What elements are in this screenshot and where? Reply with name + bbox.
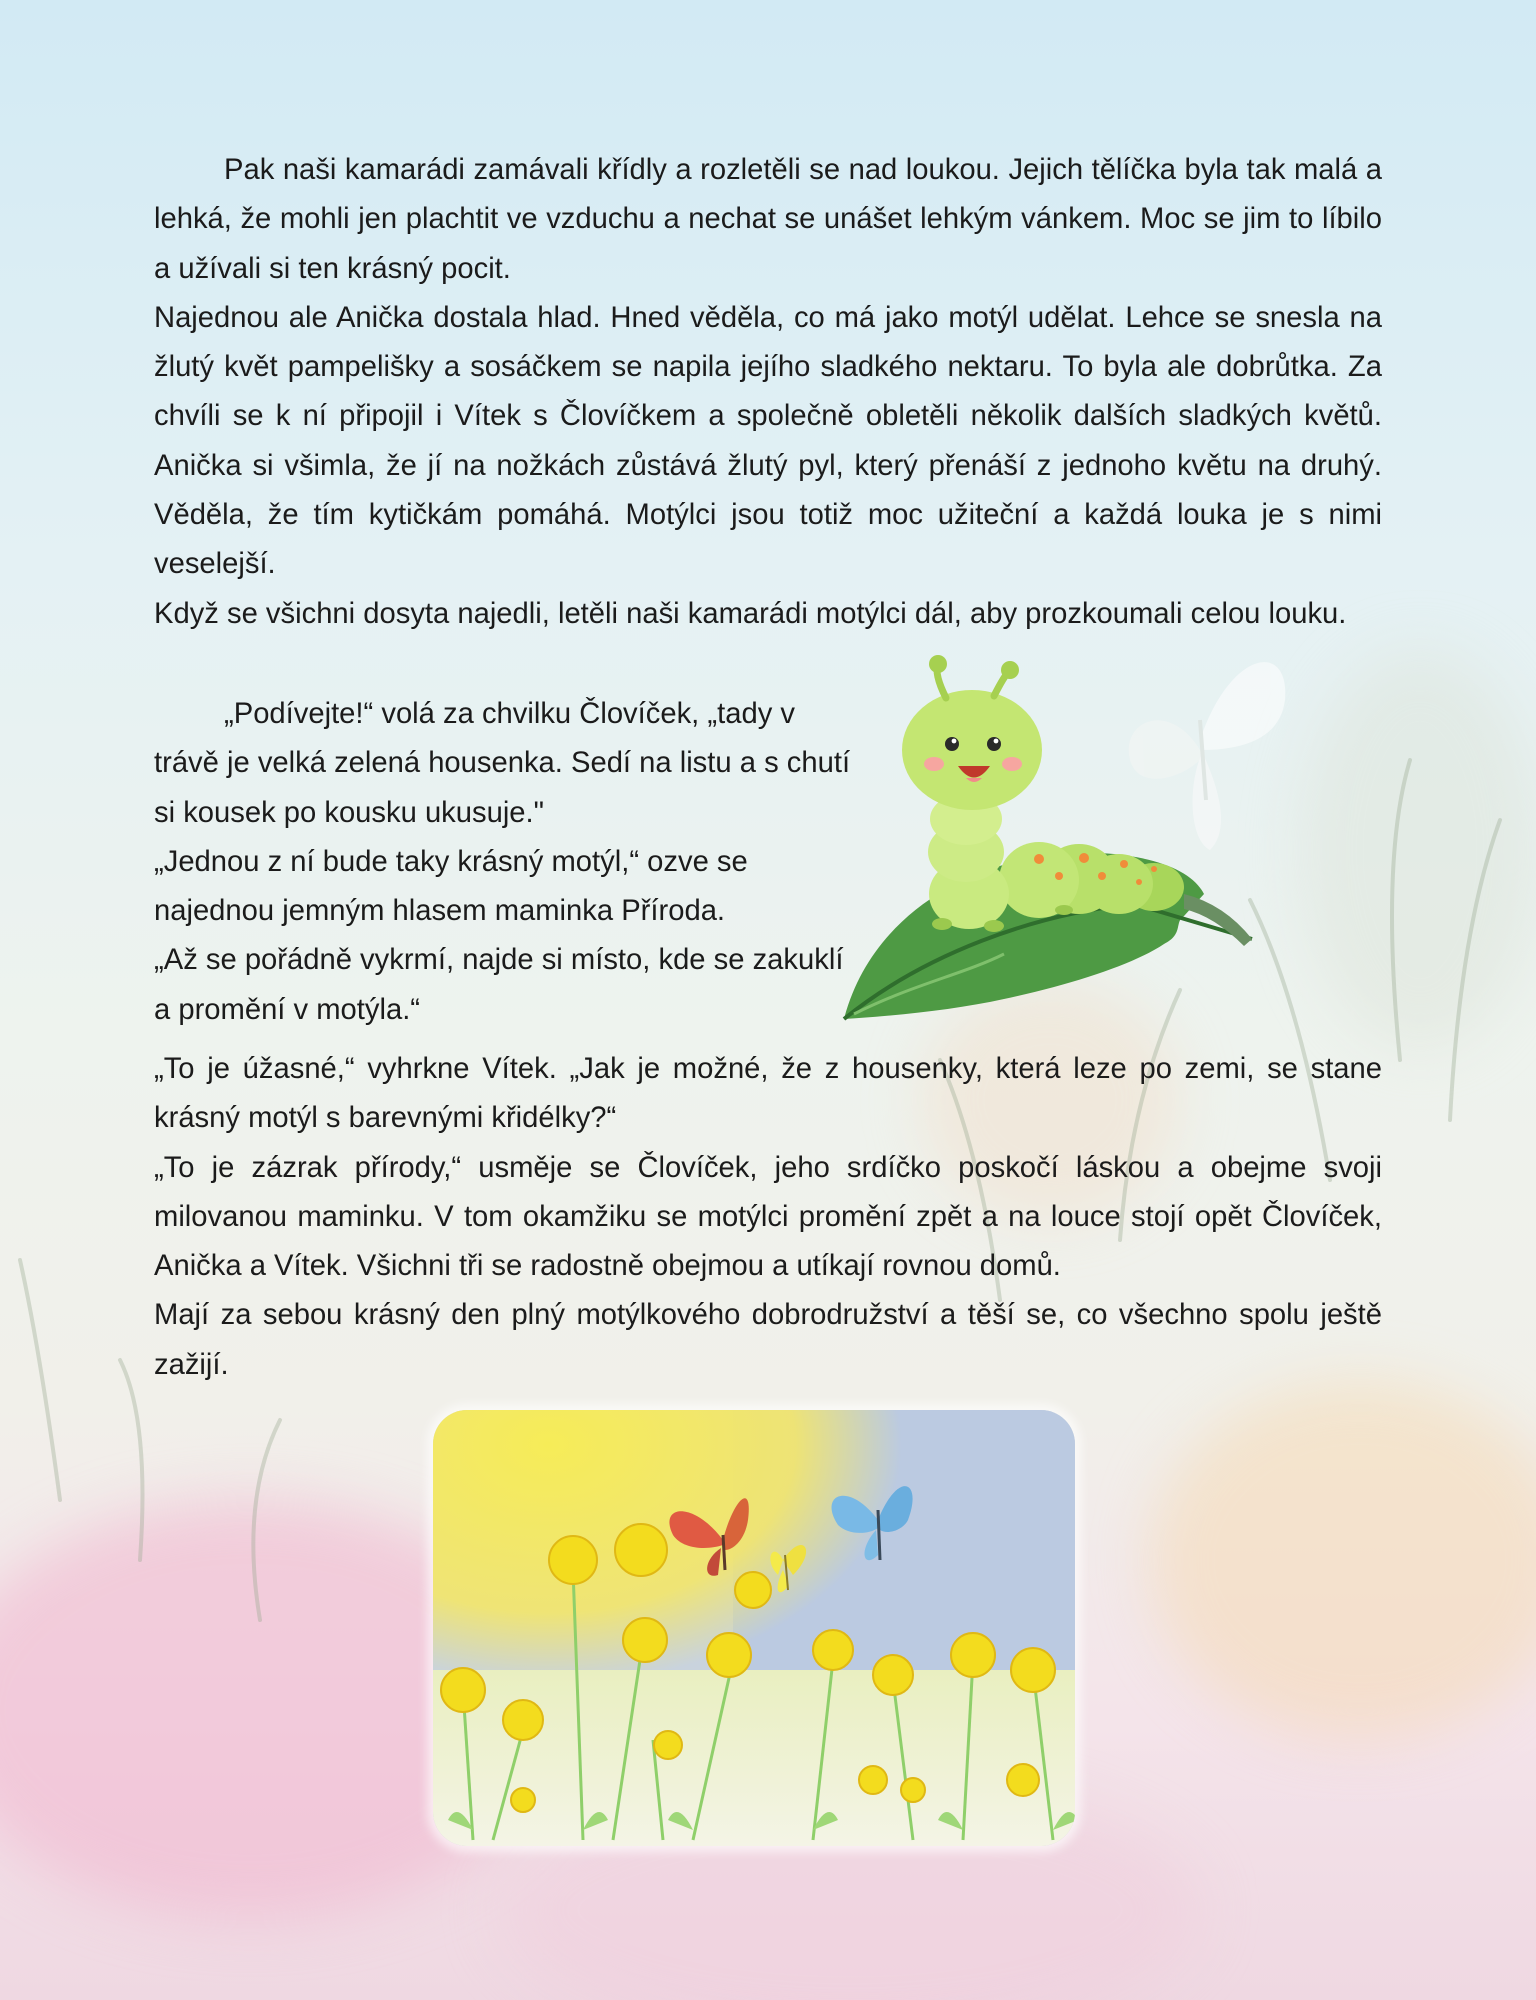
story-paragraph: „Až se pořádně vykrmí, najde si místo, kde se zakuklí a promění v motýla.“ [154, 944, 844, 1026]
butterflies-dandelions-painting [433, 1410, 1075, 1846]
story-paragraph: Najednou ale Anička dostala hlad. Hned věděla, co má jako motýl udělat. Lehce se snesla na žlutý květ pampelišky a sosáčkem se napila jejího sladkého nektaru. To byla ale dobrůtka. Za chvíli se k ní připojil i Vítek s Človíčkem a společně obletěli několik dalších sladkých květů. Anička si všimla, že jí na nožkách zůstává žlutý pyl, který přenáší z jednoho květu na druhý. Věděla, že tím kytičkám pomáhá. Motýlci jsou totiž moc užiteční a každá louka je s nimi veselejší. [154, 301, 1382, 581]
story-paragraph: Pak naši kamarádi zamávali křídly a rozletěli se nad loukou. Jejich tělíčka byla tak malá a lehká, že mohli jen plachtit ve vzduchu a nechat se unášet lehkým vánkem. Moc se jim to líbilo a užívali si ten krásný pocit. [154, 154, 1382, 285]
story-text-top [154, 146, 1382, 639]
story-text-side [154, 690, 854, 1035]
story-paragraph: „Jednou z ní bude taky krásný motýl,“ ozve se najednou jemným hlasem maminka Příroda. [154, 845, 748, 928]
caterpillar-on-leaf-icon [834, 654, 1264, 1024]
story-paragraph: „To je zázrak přírody,“ usměje se Človíček, jeho srdíčko poskočí láskou a obejme svoji milovanou maminku. V tom okamžiku se motýlci promění zpět a na louce stojí opět Človíček, Anička a Vítek. Všichni tři se radostně obejmou a utíkají rovnou domů. [154, 1151, 1382, 1283]
story-paragraph: Mají za sebou krásný den plný motýlkového dobrodružství a těší se, co všechno spolu ještě zažijí. [154, 1299, 1382, 1381]
story-paragraph: „To je úžasné,“ vyhrkne Vítek. „Jak je možné, že z housenky, která leze po zemi, se stane krásný motýl s barevnými křidélky?“ [154, 1053, 1382, 1135]
story-text-bottom [154, 1045, 1382, 1390]
story-paragraph: Když se všichni dosyta najedli, letěli naši kamarádi motýlci dál, aby prozkoumali celou louku. [154, 597, 1347, 630]
story-paragraph: „Podívejte!“ volá za chvilku Človíček, „tady v trávě je velká zelená housenka. Sedí na listu a s chutí si kousek po kousku ukusuje." [154, 698, 851, 829]
